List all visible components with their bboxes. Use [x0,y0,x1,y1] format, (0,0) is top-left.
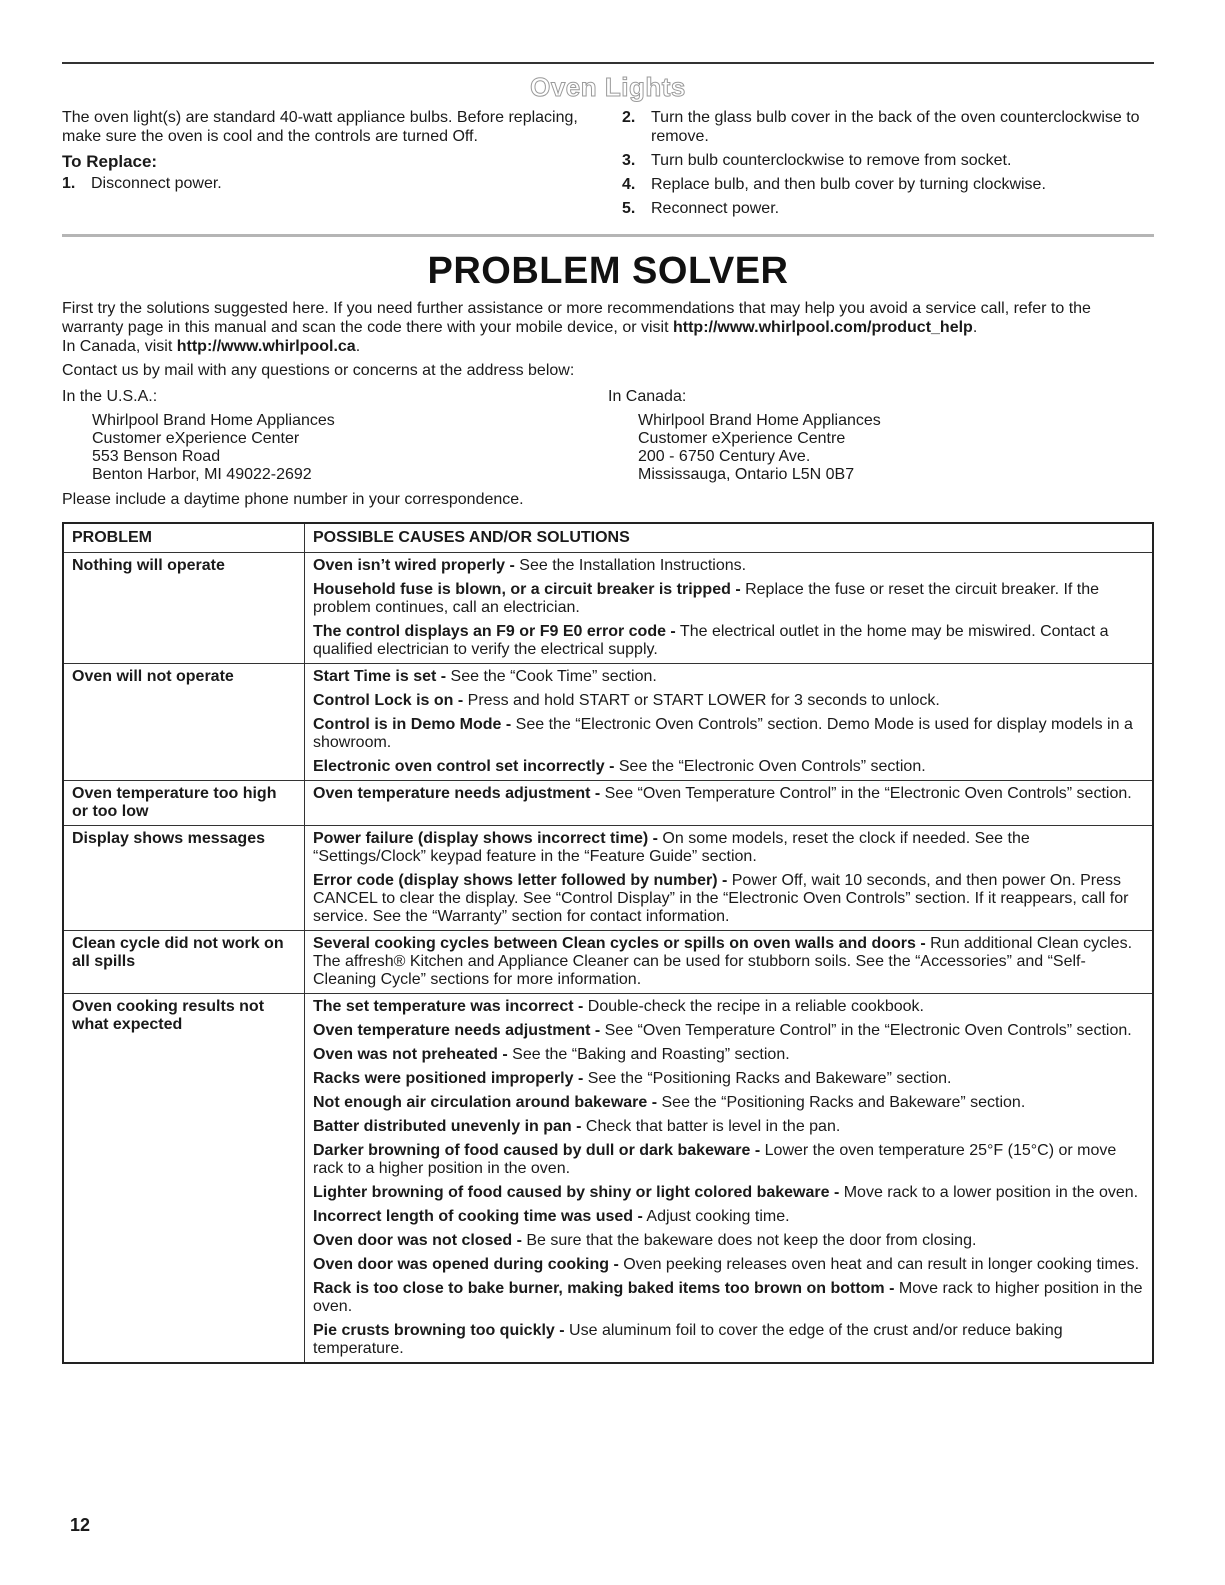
problem-solver-title: PROBLEM SOLVER [427,250,789,292]
solution-cause: Household fuse is blown, or a circuit breaker is tripped - [313,581,741,598]
table-row [63,931,1153,994]
step-text: Reconnect power. [651,200,780,217]
solution-item [313,1232,1144,1250]
problem-cell: Oven temperature too high or too low [63,781,305,826]
solution-item [313,1094,1144,1112]
table-header-row [63,523,1153,553]
oven-lights-intro: The oven light(s) are standard 40-watt appliance bulbs. Before replacing, make sure the oven is cool and the controls are turned Off. [62,109,578,145]
solution-cause: Rack is too close to bake burner, making baked items too brown on bottom - [313,1280,895,1297]
step-number: 1. [62,175,76,192]
section-divider [62,234,1154,237]
address-block [62,387,1154,484]
solution-cause: Racks were positioned improperly - [313,1070,584,1087]
solutions-cell [305,553,1154,664]
canada-prefix: In Canada, visit [62,338,177,355]
solution-item [313,716,1144,752]
solution-cause: Electronic oven control set incorrectly - [313,758,615,775]
solution-item [313,557,1144,575]
address-line: Whirlpool Brand Home Appliances [638,412,881,429]
problem-cell: Display shows messages [63,826,305,931]
solution-item [313,1322,1144,1358]
address-line: Whirlpool Brand Home Appliances [92,412,335,429]
solutions-cell [305,781,1154,826]
table-row [63,664,1153,781]
replace-step [622,175,1152,194]
address-line: 200 - 6750 Century Ave. [638,448,811,465]
problem-solver-intro [62,299,1154,509]
canada-address-lines [608,412,1154,484]
solution-text: See the “Baking and Roasting” section. [507,1046,790,1063]
solutions-cell [305,994,1154,1364]
solution-text: See the “Positioning Racks and Bakeware” section. [583,1070,952,1087]
solution-text: See the “Cook Time” section. [446,668,657,685]
replace-step [622,151,1152,170]
solution-text: Check that batter is level in the pan. [581,1118,841,1135]
solution-text: Move rack to higher position in the oven. [313,1280,1143,1315]
solution-item [313,1118,1144,1136]
solution-cause: Batter distributed unevenly in pan - [313,1118,582,1135]
problem-cell: Nothing will operate [63,553,305,664]
us-address [62,387,608,484]
solution-text: Power Off, wait 10 seconds, and then power On. Press CANCEL to clear the display. See “Control Display” in the “Electronic Oven Controls” section. If it reappears, call for service. See the “Warranty” section for contact information. [313,872,1129,925]
solution-text: See the Installation Instructions. [514,557,747,574]
step-text: Turn bulb counterclockwise to remove from socket. [651,152,1012,169]
step-text: Replace bulb, and then bulb cover by turning clockwise. [651,176,1046,193]
solution-text: See the “Electronic Oven Controls” section. [614,758,926,775]
oven-lights-title: Oven Lights [530,72,686,102]
oven-lights-right-column [622,108,1152,223]
solution-cause: Oven door was opened during cooking - [313,1256,619,1273]
canada-address-label: In Canada: [608,388,687,405]
solution-text: Oven peeking releases oven heat and can result in longer cooking times. [618,1256,1140,1273]
step-number: 3. [622,152,636,169]
solution-text: See “Oven Temperature Control” in the “Electronic Oven Controls” section. [600,785,1132,802]
table-row [63,553,1153,664]
us-help-link[interactable]: http://www.whirlpool.com/product_help [672,319,973,336]
solution-item [313,1022,1144,1040]
problem-column-header: PROBLEM [63,523,305,553]
solution-text: Replace the fuse or reset the circuit breaker. If the problem continues, call an electrician. [313,581,1100,616]
solution-cause: Pie crusts browning too quickly - [313,1322,565,1339]
us-address-lines [62,412,608,484]
replace-step [622,108,1152,146]
solution-text: Lower the oven temperature 25°F (15°C) or move rack to a higher position in the oven. [313,1142,1117,1177]
solution-text: On some models, reset the clock if needed. See the “Settings/Clock” keypad feature in the “Feature Guide” section. [313,830,1030,865]
replace-step [622,199,1152,218]
solution-text: See the “Positioning Racks and Bakeware” section. [657,1094,1026,1111]
solution-cause: Start Time is set - [313,668,447,685]
canada-help-link[interactable]: http://www.whirlpool.ca [176,338,356,355]
solution-item [313,830,1144,866]
solution-item [313,623,1144,659]
solution-item [313,1142,1144,1178]
problem-solver-table [62,522,1154,1364]
solution-item [313,998,1144,1016]
table-row [63,826,1153,931]
table-body [63,553,1153,1364]
solution-cause: Oven temperature needs adjustment - [313,785,601,802]
solution-text: Double-check the recipe in a reliable cookbook. [583,998,924,1015]
problem-cell: Oven will not operate [63,664,305,781]
solution-text: Run additional Clean cycles. The affresh® Kitchen and Appliance Cleaner can be used for stubborn soils. See the “Accessories” and “Self-Cleaning Cycle” sections for more information. [313,935,1133,988]
solution-cause: Lighter browning of food caused by shiny or light colored bakeware - [313,1184,840,1201]
solution-text: Be sure that the bakeware does not keep the door from closing. [521,1232,977,1249]
solution-cause: Oven door was not closed - [313,1232,522,1249]
solution-cause: Not enough air circulation around bakeware - [313,1094,658,1111]
address-line: 553 Benson Road [92,448,221,465]
solution-cause: Error code (display shows letter followed by number) - [313,872,728,889]
solution-cause: Control is in Demo Mode - [313,716,512,733]
address-line: Customer eXperience Centre [638,430,846,447]
step-number: 4. [622,176,636,193]
problem-cell: Oven cooking results not what expected [63,994,305,1364]
solution-text: Press and hold START or START LOWER for 3 seconds to unlock. [463,692,940,709]
solution-text: Move rack to a lower position in the oven. [839,1184,1139,1201]
solutions-cell [305,664,1154,781]
solutions-column-header: POSSIBLE CAUSES AND/OR SOLUTIONS [305,523,1154,553]
solution-text: See the “Electronic Oven Controls” section. Demo Mode is used for display models in a showroom. [313,716,1133,751]
solution-text: The electrical outlet in the home may be miswired. Contact a qualified electrician to verify the electrical supply. [313,623,1109,658]
solutions-cell [305,826,1154,931]
solution-item [313,1070,1144,1088]
solution-cause: Control Lock is on - [313,692,464,709]
address-line: Mississauga, Ontario L5N 0B7 [638,466,855,483]
solution-item [313,1280,1144,1316]
oven-lights-left-column [62,108,582,198]
table-row [63,994,1153,1364]
top-divider [62,62,1154,64]
step-number: 5. [622,200,636,217]
solution-item [313,1046,1144,1064]
solution-cause: Several cooking cycles between Clean cycles or spills on oven walls and doors - [313,935,926,952]
solution-cause: Darker browning of food caused by dull or dark bakeware - [313,1142,761,1159]
solution-item [313,692,1144,710]
solution-cause: Oven was not preheated - [313,1046,508,1063]
solution-cause: Power failure (display shows incorrect time) - [313,830,658,847]
step-text: Turn the glass bulb cover in the back of the oven counterclockwise to remove. [651,109,1140,145]
page-number: 12 [70,1515,91,1535]
problem-cell: Clean cycle did not work on all spills [63,931,305,994]
intro-paragraph: First try the solutions suggested here. If you need further assistance or more recommendations that may help you avoid a service call, refer to the warranty page in this manual and scan the code there with your mobile device, or visit http://www.whirlpool.com/product_help. In Canada, visit http://www.whirlpool.ca. [62,300,1091,355]
solution-cause: The set temperature was incorrect - [313,998,584,1015]
solution-cause: The control displays an F9 or F9 E0 error code - [313,623,676,640]
solution-item [313,581,1144,617]
phone-note: Please include a daytime phone number in your correspondence. [62,491,524,508]
address-line: Customer eXperience Center [92,430,300,447]
contact-text: Contact us by mail with any questions or concerns at the address below: [62,362,575,379]
solution-item [313,1256,1144,1274]
solution-item [313,668,1144,686]
solution-text: Use aluminum foil to cover the edge of the crust and/or reduce baking temperature. [313,1322,1063,1357]
solution-cause: Incorrect length of cooking time was used - [313,1208,643,1225]
solution-item [313,785,1144,803]
replace-step [62,174,582,193]
solution-item [313,758,1144,776]
step-number: 2. [622,109,636,126]
solution-item [313,1184,1144,1202]
us-address-label: In the U.S.A.: [62,388,158,405]
intro-text: First try the solutions suggested here. If you need further assistance or more recommendations that may help you avoid a service call, refer to the warranty page in this manual and scan the code there with your mobile device, or visit [62,300,1091,336]
table-row [63,781,1153,826]
address-line: Benton Harbor, MI 49022-2692 [92,466,312,483]
to-replace-heading: To Replace: [62,152,158,171]
solution-item [313,872,1144,926]
solution-text: See “Oven Temperature Control” in the “Electronic Oven Controls” section. [600,1022,1132,1039]
solution-cause: Oven isn’t wired properly - [313,557,515,574]
canada-address [608,387,1154,484]
solutions-cell [305,931,1154,994]
solution-cause: Oven temperature needs adjustment - [313,1022,601,1039]
solution-item [313,1208,1144,1226]
solution-item [313,935,1144,989]
step-text: Disconnect power. [91,175,222,192]
solution-text: Adjust cooking time. [642,1208,790,1225]
